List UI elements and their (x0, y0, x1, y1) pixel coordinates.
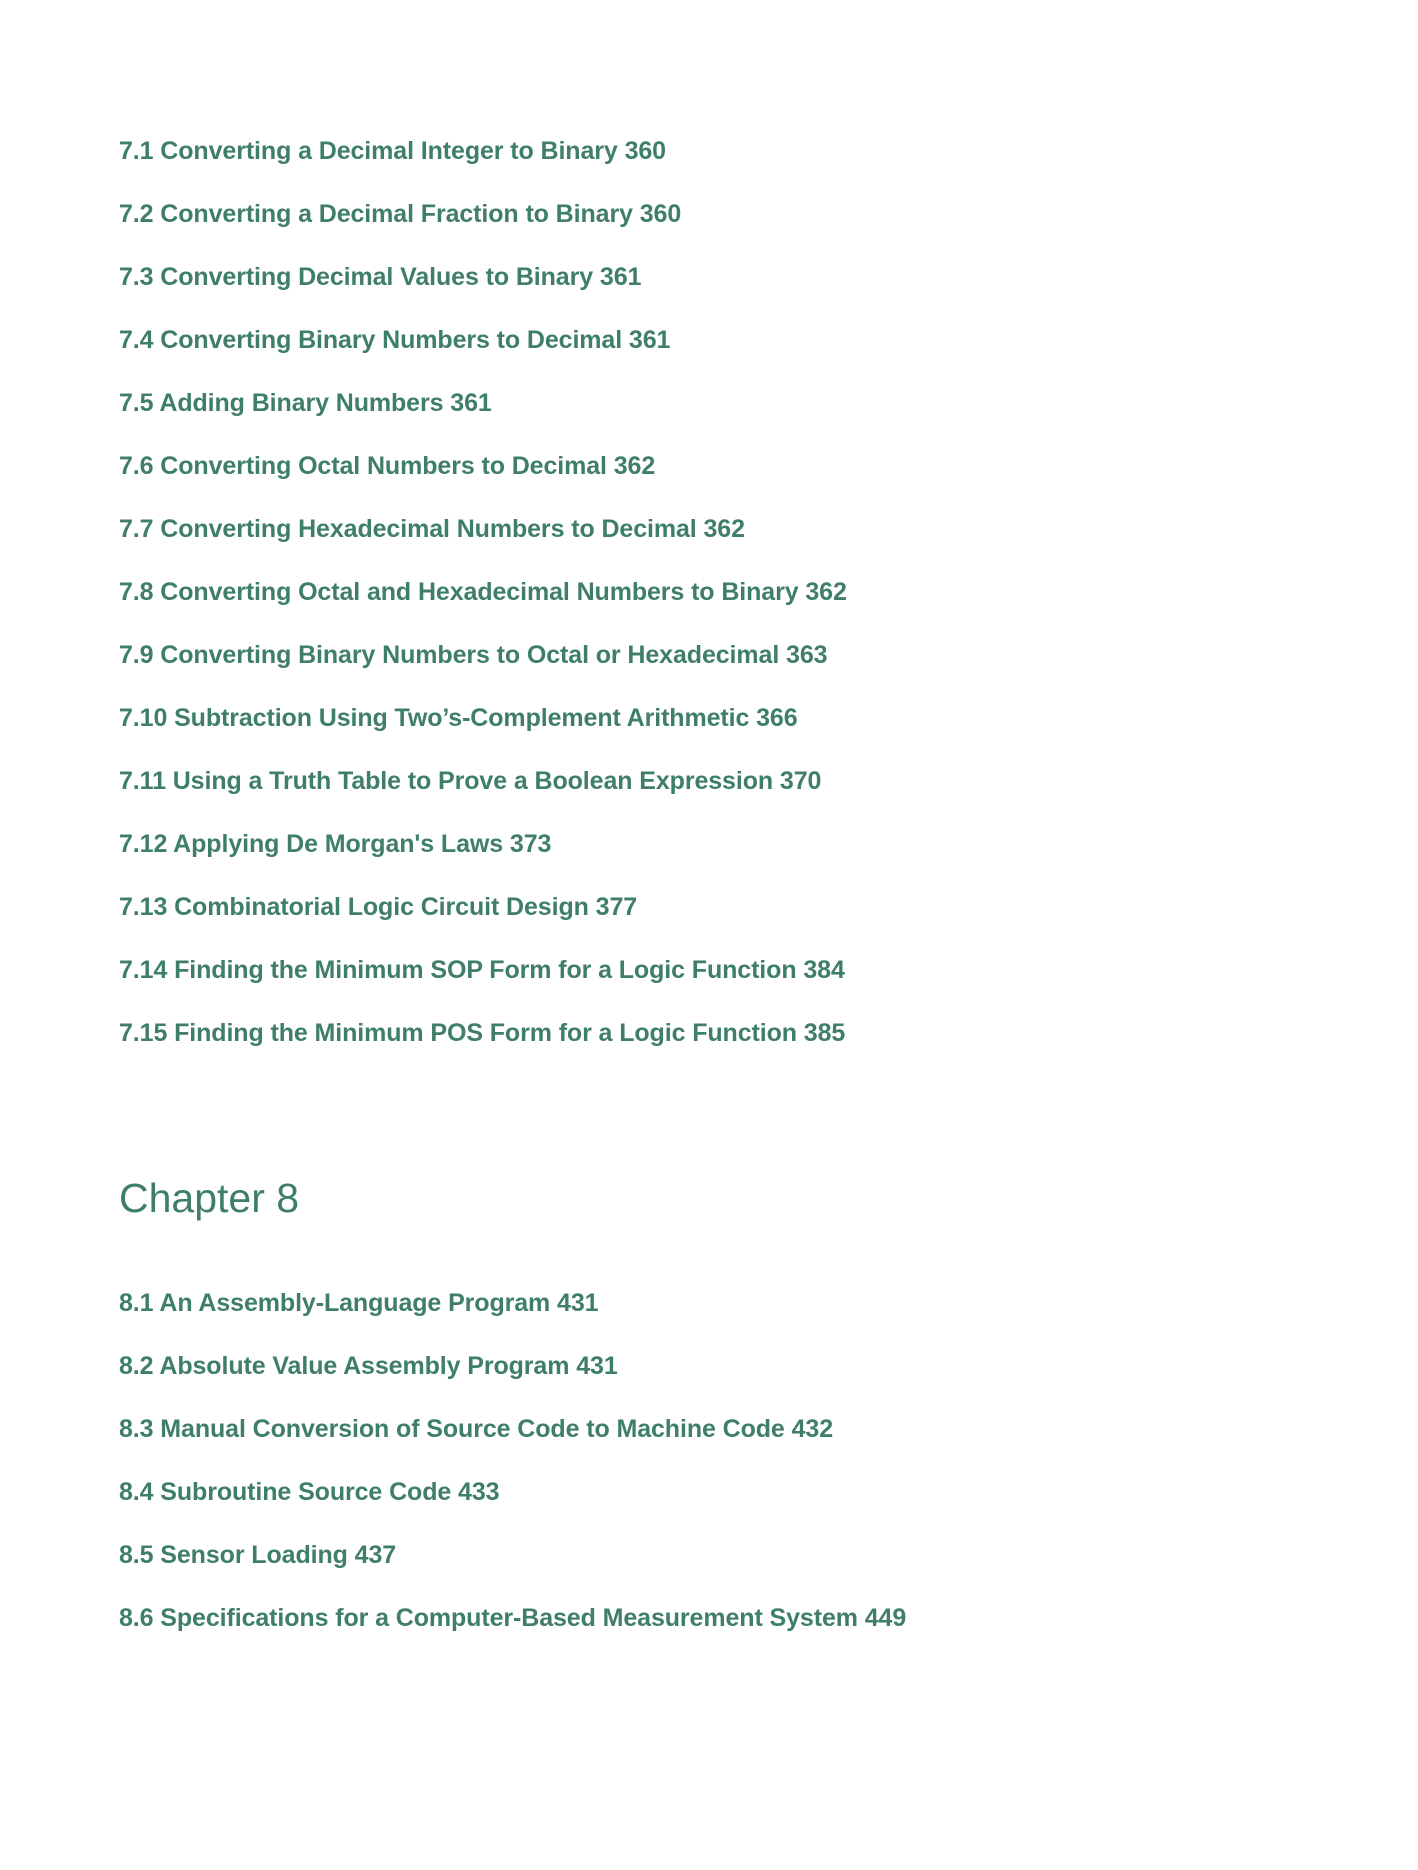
toc-entry-7-2[interactable]: 7.2 Converting a Decimal Fraction to Binary 360 (119, 200, 682, 228)
toc-entry-8-1[interactable]: 8.1 An Assembly-Language Program 431 (119, 1289, 599, 1317)
toc-entry-7-10[interactable]: 7.10 Subtraction Using Two’s-Complement Arithmetic 366 (119, 704, 798, 732)
toc-entry-7-3[interactable]: 7.3 Converting Decimal Values to Binary 361 (119, 263, 642, 291)
toc-entry-8-2[interactable]: 8.2 Absolute Value Assembly Program 431 (119, 1352, 618, 1380)
toc-entry-7-7[interactable]: 7.7 Converting Hexadecimal Numbers to Decimal 362 (119, 515, 745, 543)
chapter-8-heading: Chapter 8 (119, 1175, 300, 1221)
toc-entry-7-4[interactable]: 7.4 Converting Binary Numbers to Decimal 361 (119, 326, 671, 354)
toc-entry-7-6[interactable]: 7.6 Converting Octal Numbers to Decimal 362 (119, 452, 656, 480)
toc-entry-7-12[interactable]: 7.12 Applying De Morgan's Laws 373 (119, 830, 552, 858)
toc-entry-8-5[interactable]: 8.5 Sensor Loading 437 (119, 1541, 397, 1569)
toc-entry-7-13[interactable]: 7.13 Combinatorial Logic Circuit Design 377 (119, 893, 638, 921)
chapter-7-example-list (119, 136, 847, 1081)
toc-entry-7-9[interactable]: 7.9 Converting Binary Numbers to Octal or Hexadecimal 363 (119, 641, 828, 669)
toc-entry-8-6[interactable]: 8.6 Specifications for a Computer-Based Measurement System 449 (119, 1604, 907, 1632)
toc-entry-7-15[interactable]: 7.15 Finding the Minimum POS Form for a Logic Function 385 (119, 1019, 846, 1047)
toc-entry-7-5[interactable]: 7.5 Adding Binary Numbers 361 (119, 389, 492, 417)
toc-entry-8-4[interactable]: 8.4 Subroutine Source Code 433 (119, 1478, 500, 1506)
chapter-8-example-list (119, 1288, 906, 1666)
toc-entry-8-3[interactable]: 8.3 Manual Conversion of Source Code to Machine Code 432 (119, 1415, 833, 1443)
toc-entry-7-8[interactable]: 7.8 Converting Octal and Hexadecimal Numbers to Binary 362 (119, 578, 847, 606)
toc-entry-7-11[interactable]: 7.11 Using a Truth Table to Prove a Boolean Expression 370 (119, 767, 822, 795)
toc-entry-7-14[interactable]: 7.14 Finding the Minimum SOP Form for a Logic Function 384 (119, 956, 845, 984)
toc-entry-7-1[interactable]: 7.1 Converting a Decimal Integer to Binary 360 (119, 137, 666, 165)
